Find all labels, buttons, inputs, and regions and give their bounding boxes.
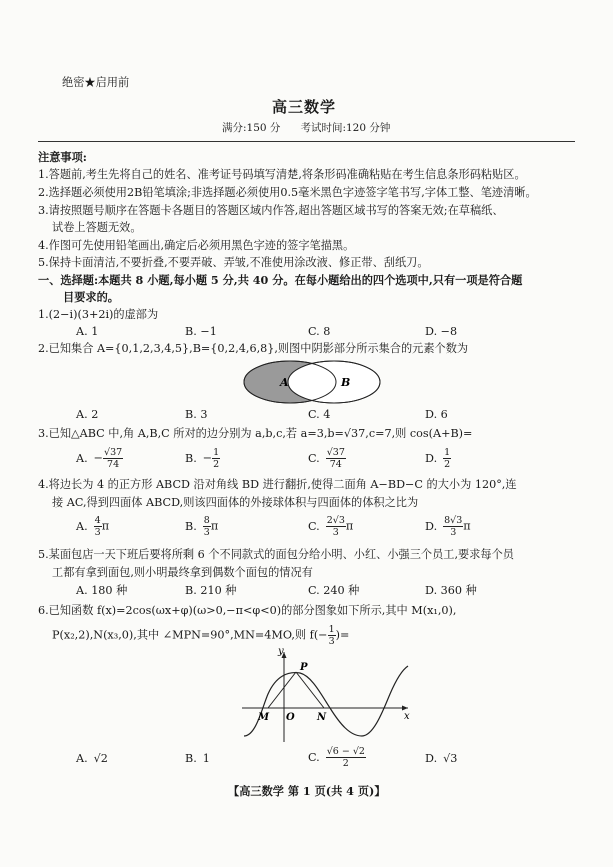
section-heading: 一、选择题:本题共 8 小题,每小题 5 分,共 40 分。在每小题给出的四个选项中,只有一项是符合题	[38, 273, 523, 287]
question-1-stem: 1.(2−i)(3+2i)的虚部为	[38, 308, 159, 321]
q2-option-d[interactable]: D. 6	[425, 408, 448, 421]
q6-option-a[interactable]: A. √2	[76, 752, 108, 765]
page-title: 高三数学	[272, 98, 337, 116]
question-6-stem-cont: P(x₂,2),N(x₃,0),其中 ∠MPN=90°,MN=4MO,则 f(− $\frac{1}{3}$ )=	[52, 624, 350, 647]
q2-option-b[interactable]: B. 3	[185, 408, 208, 421]
notice-heading: 注意事项:	[38, 150, 87, 164]
q1-option-a[interactable]: A. 1	[76, 325, 99, 338]
venn-diagram	[238, 358, 388, 408]
q3-option-c[interactable]: C. $\frac{√37}{74}$	[308, 447, 345, 470]
q4-option-b[interactable]: B. $\frac{8}{3}$ π	[185, 515, 219, 538]
notice-item: 试卷上答题无效。	[52, 221, 142, 234]
exam-meta: 满分:150 分 考试时间:120 分钟	[222, 122, 391, 134]
notice-item: 3.请按照题号顺序在答题卡各题目的答题区域内作答,超出答题区域书写的答案无效;在草稿纸、	[38, 204, 504, 217]
q6-option-c[interactable]: C. $\frac{√6 - √2}{2}$	[308, 746, 365, 769]
q3-option-b[interactable]: B. − $\frac{1}{2}$	[185, 447, 220, 470]
origin-label: O	[286, 712, 295, 723]
x-axis-label: x	[404, 711, 410, 722]
notice-item: 5.保持卡面清洁,不要折叠,不要弄破、弄皱,不准使用涂改液、修正带、刮纸刀。	[38, 256, 429, 269]
q5-option-a[interactable]: A. 180 种	[76, 584, 128, 597]
q5-option-c[interactable]: C. 240 种	[308, 584, 360, 597]
question-6-stem: 6.已知函数 f(x)=2cos(ωx+φ)(ω>0,−π<φ<0)的部分图象如下所示,其中 M(x₁,0),	[38, 604, 457, 617]
segment-mp	[268, 672, 296, 708]
q6-option-b[interactable]: B. 1	[185, 752, 210, 765]
question-2-stem: 2.已知集合 A={0,1,2,3,4,5},B={0,2,4,6,8},则图中阴影部分所示集合的元素个数为	[38, 342, 469, 355]
section-heading-cont: 目要求的。	[63, 290, 119, 304]
venn-label-a: A	[280, 376, 289, 389]
q3-option-d[interactable]: D. $\frac{1}{2}$	[425, 447, 451, 470]
point-n-label: N	[317, 712, 327, 723]
question-3-stem: 3.已知△ABC 中,角 A,B,C 所对的边分别为 a,b,c,若 a=3,b=√37,c=7,则 cos(A+B)=	[38, 427, 473, 440]
question-4-stem: 4.将边长为 4 的正方形 ABCD 沿对角线 BD 进行翻折,使得二面角 A−BD−C 的大小为 120°,连	[38, 478, 517, 491]
point-p-label: P	[300, 662, 308, 673]
q1-option-b[interactable]: B. −1	[185, 325, 217, 338]
q1-option-c[interactable]: C. 8	[308, 325, 331, 338]
q2-option-a[interactable]: A. 2	[76, 408, 99, 421]
q1-option-d[interactable]: D. −8	[425, 325, 458, 338]
question-5-stem-cont: 工都有拿到面包,则小明最终拿到偶数个面包的情况有	[52, 566, 313, 579]
notice-item: 4.作图可先使用铅笔画出,确定后必须用黑色字迹的签字笔描黑。	[38, 239, 355, 252]
point-m-label: M	[258, 712, 270, 723]
q5-option-b[interactable]: B. 210 种	[185, 584, 237, 597]
venn-label-b: B	[341, 376, 351, 389]
q6-option-d[interactable]: D. √3	[425, 752, 458, 765]
q4-option-a[interactable]: A. $\frac{4}{3}$ π	[76, 515, 110, 538]
divider	[38, 141, 575, 142]
secret-label: 绝密★启用前	[62, 76, 130, 89]
question-5-stem: 5.某面包店一天下班后要将所剩 6 个不同款式的面包分给小明、小红、小强三个员工,要求每个员	[38, 548, 514, 561]
y-axis-label: y	[278, 646, 284, 657]
segment-pn	[296, 672, 324, 708]
q3-option-a[interactable]: A. − $\frac{√37}{74}$	[76, 447, 123, 470]
function-graph	[238, 646, 418, 746]
notice-item: 2.选择题必须使用2B铅笔填涂;非选择题必须使用0.5毫米黑色字迹签字笔书写,字体工整、笔迹清晰。	[38, 186, 537, 199]
q4-option-c[interactable]: C. $\frac{2√3}{3}$ π	[308, 515, 354, 538]
notice-item: 1.答题前,考生先将自己的姓名、准考证号码填写清楚,将条形码准确粘贴在考生信息条形码粘贴区。	[38, 168, 526, 181]
q5-option-d[interactable]: D. 360 种	[425, 584, 477, 597]
q4-option-d[interactable]: D. $\frac{8√3}{3}$ π	[425, 515, 471, 538]
question-4-stem-cont: 接 AC,得到四面体 ABCD,则该四面体的外接球体积与四面体的体积之比为	[52, 496, 419, 509]
q2-option-c[interactable]: C. 4	[308, 408, 331, 421]
page-footer: 【高三数学 第 1 页(共 4 页)】	[228, 784, 386, 798]
cosine-curve	[244, 666, 408, 736]
